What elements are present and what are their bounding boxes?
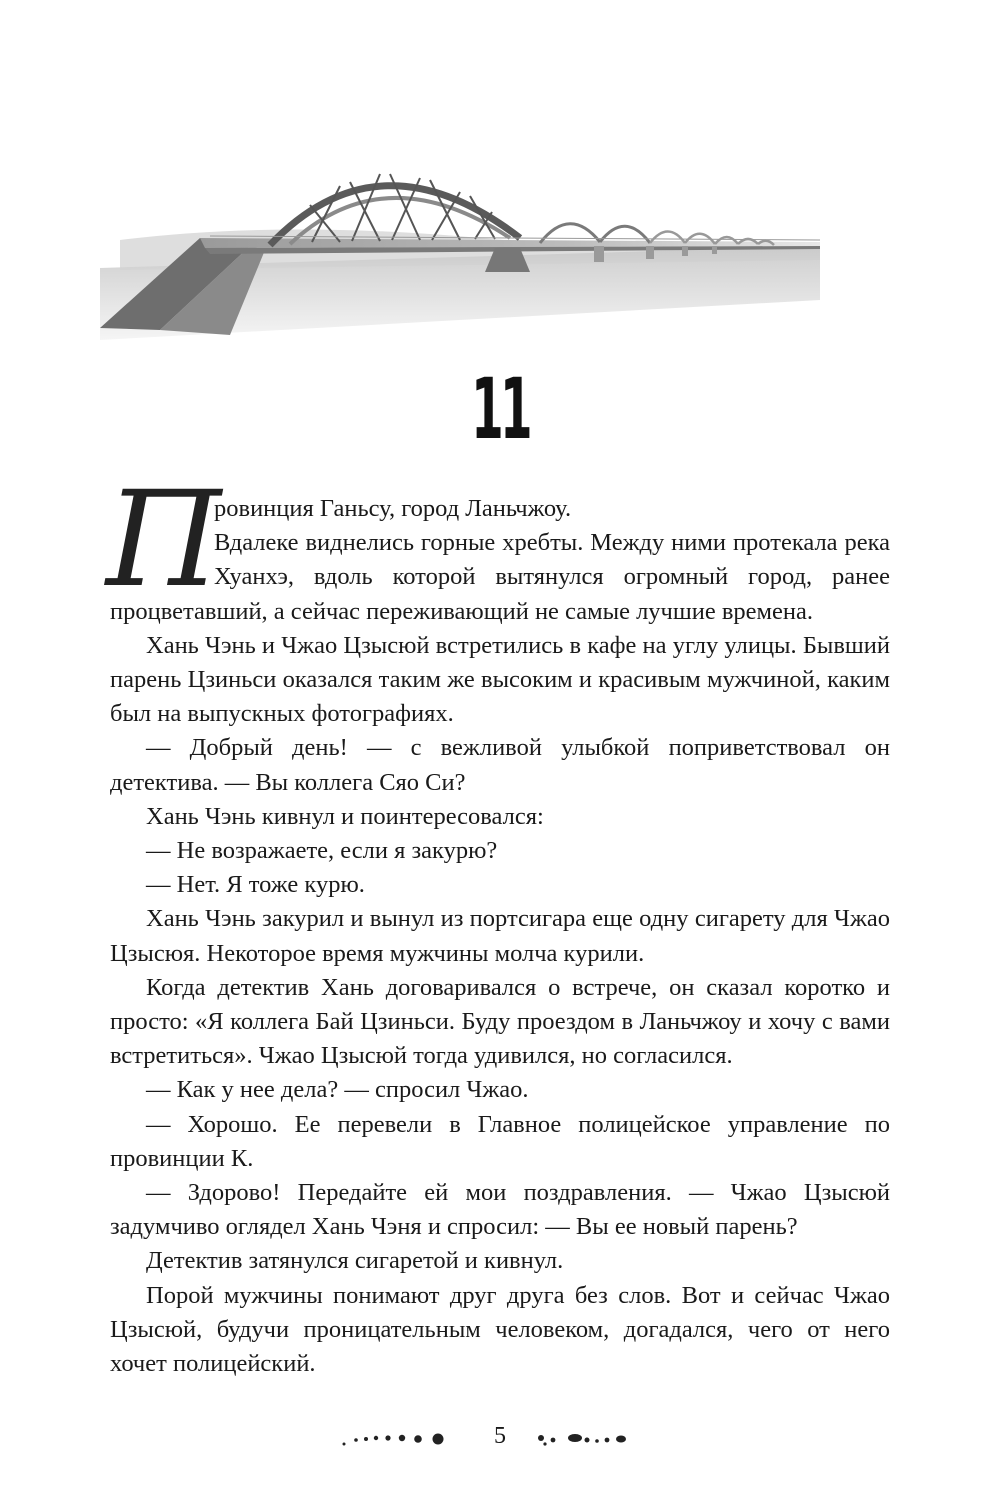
page-footer: [0, 1420, 1000, 1460]
paragraph: — Добрый день! — с вежливой улыбкой поприветствовал он детектива. — Вы коллега Сяо Си?: [110, 734, 890, 796]
footer-ornament-left: [340, 1426, 460, 1450]
paragraph: Порой мужчины понимают друг друга без слов. Вот и сейчас Чжао Цзысюй, будучи проницательным человеком, догадался, чего от него хочет полицейский.: [110, 1281, 890, 1378]
chapter-body: [106, 463, 890, 1381]
paragraph: — Как у нее дела? — спросил Чжао.: [146, 1076, 529, 1104]
paragraph: Когда детектив Хань договаривался о встрече, он сказал коротко и просто: «Я коллега Бай Цзиньси. Буду проездом в Ланьчжоу и хочу с вами встретиться». Чжао Цзысюй тогда удивился, но согласился.: [110, 973, 890, 1070]
paragraph: Хань Чэнь и Чжао Цзысюй встретились в кафе на углу улицы. Бывший парень Цзиньси оказался таким же высоким и красивым мужчиной, каким был на выпускных фотографиях.: [110, 631, 890, 728]
paragraph: — Не возражаете, если я закурю?: [146, 837, 498, 865]
paragraph: Хань Чэнь кивнул и поинтересовался:: [146, 802, 544, 830]
paragraph: — Здорово! Передайте ей мои поздравления. — Чжао Цзысюй задумчиво оглядел Хань Чэня и спросил: — Вы ее новый парень?: [110, 1179, 890, 1241]
bridge-illustration: [80, 150, 840, 350]
chapter-number: 11: [471, 360, 529, 458]
drop-cap: П: [106, 463, 222, 617]
paragraph: Детектив затянулся сигаретой и кивнул.: [146, 1247, 564, 1275]
page-number: 5: [494, 1423, 506, 1449]
paragraph: — Хорошо. Ее перевели в Главное полицейское управление по провинции К.: [110, 1110, 890, 1172]
paragraph: — Нет. Я тоже курю.: [146, 871, 365, 899]
paragraph: Хань Чэнь закурил и вынул из портсигара еще одну сигарету для Чжао Цзысюя. Некоторое время мужчины молча курили.: [110, 905, 890, 967]
footer-ornament-right: [535, 1426, 635, 1450]
paragraph: П ровинция Ганьсу, город Ланьчжоу.: [106, 463, 572, 617]
paragraph: Вдалеке виднелись горные хребты. Между ними протекала река Хуанхэ, вдоль которой вытянулся огромный город, ранее процветавший, а сейчас переживающий не самые лучшие времена.: [110, 529, 890, 625]
